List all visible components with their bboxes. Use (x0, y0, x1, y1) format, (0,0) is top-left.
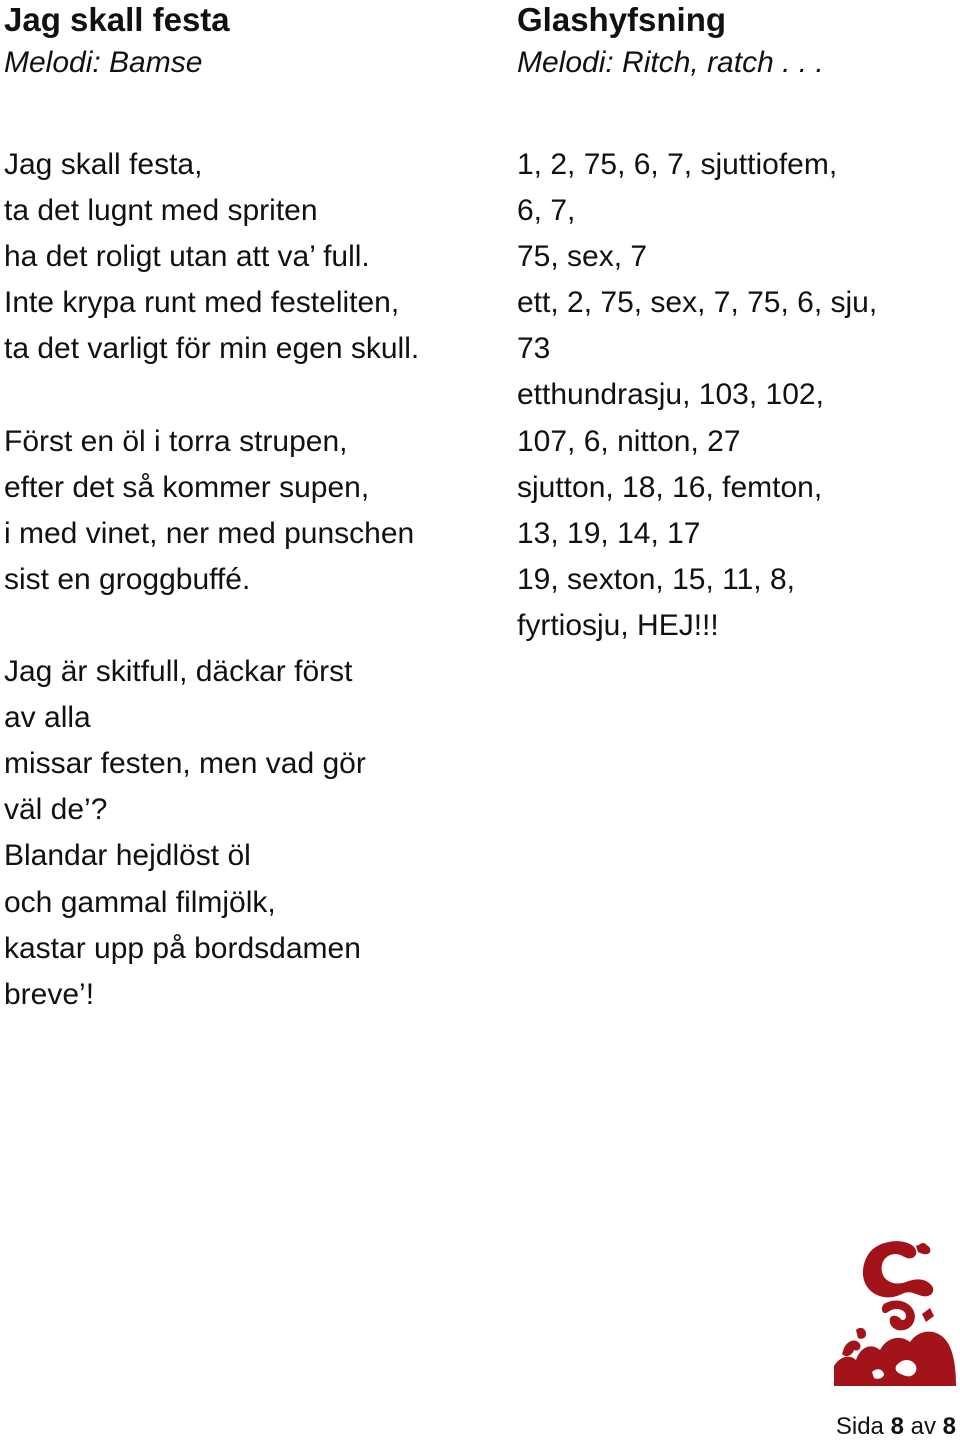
right-song-title: Glashyfsning (517, 1, 727, 38)
page-footer (836, 1412, 956, 1442)
lyric-line: efter det så kommer supen, (4, 470, 370, 504)
lyric-line: och gammal filmjölk, (4, 885, 276, 919)
left-song (4, 0, 504, 1011)
lyric-line: Jag är skitfull, däckar först (4, 655, 353, 689)
lyric-line: breve’! (4, 977, 95, 1011)
lyric-line: 13, 19, 14, 17 (517, 516, 701, 550)
lyric-line: 73 (517, 332, 551, 366)
footer-prefix: Sida (835, 1413, 884, 1440)
lyric-line: 19, sexton, 15, 11, 8, (517, 562, 795, 596)
society-emblem-icon (826, 1238, 958, 1388)
footer-page-total: 8 (942, 1413, 956, 1440)
lyric-line: väl de’? (4, 793, 108, 827)
left-song-title: Jag skall festa (4, 1, 230, 38)
lyric-line: 6, 7, (517, 194, 576, 228)
lyric-line: etthundrasju, 103, 102, (517, 378, 824, 412)
lyric-line: 1, 2, 75, 6, 7, sjuttiofem, (517, 148, 838, 181)
left-song-lyrics (4, 142, 419, 1018)
lyric-line: ta det varligt för min egen skull. (4, 332, 420, 366)
lyric-line: ha det roligt utan att va’ full. (4, 240, 370, 274)
left-song-melody: Melodi: Bamse (4, 46, 203, 79)
right-song-lyrics (517, 142, 877, 649)
stanza-gap (4, 603, 419, 649)
lyric-line: missar festen, men vad gör (4, 747, 366, 781)
lyric-line: Jag skall festa, (4, 148, 203, 181)
lyric-line: ett, 2, 75, sex, 7, 75, 6, sju, (517, 286, 878, 320)
right-song-melody: Melodi: Ritch, ratch . . . (517, 46, 824, 79)
lyric-line: i med vinet, ner med punschen (4, 516, 415, 550)
right-song (517, 0, 957, 642)
lyric-line: kastar upp på bordsdamen (4, 931, 361, 965)
lyric-line: fyrtiosju, HEJ!!! (517, 608, 719, 642)
lyric-line: Inte krypa runt med festeliten, (4, 286, 400, 320)
lyric-line: sjutton, 18, 16, femton, (517, 470, 823, 504)
lyric-line: Först en öl i torra strupen, (4, 424, 348, 458)
lyric-line: sist en groggbuffé. (4, 562, 251, 596)
footer-separator: av (910, 1413, 936, 1440)
lyric-line: av alla (4, 701, 91, 735)
lyric-line: ta det lugnt med spriten (4, 194, 318, 228)
lyric-line: 75, sex, 7 (517, 240, 648, 274)
stanza-gap (4, 372, 419, 418)
lyric-line: 107, 6, nitton, 27 (517, 424, 741, 458)
lyric-line: Blandar hejdlöst öl (4, 839, 251, 873)
society-emblem-graphic (826, 1238, 958, 1388)
footer-page-number: 8 (890, 1413, 904, 1440)
